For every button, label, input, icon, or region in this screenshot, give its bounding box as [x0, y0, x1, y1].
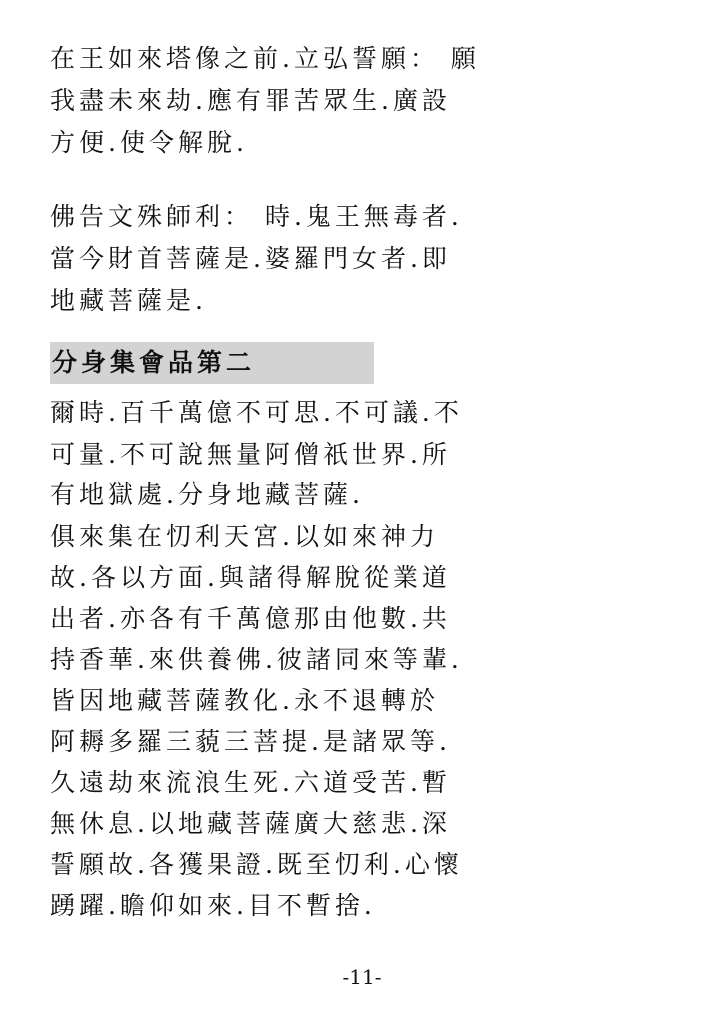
text-line: 方便.使令解脫.: [50, 128, 248, 157]
text-line: 有地獄處.分身地藏菩薩.: [50, 480, 364, 509]
text-line: 地藏菩薩是.: [50, 286, 207, 315]
text-line: 當今財首菩薩是.婆羅門女者.即: [50, 244, 451, 273]
text-line: 無休息.以地藏菩薩廣大慈悲.深: [50, 809, 451, 838]
text-line: 踴躍.瞻仰如來.目不暫捨.: [50, 891, 376, 920]
text-line: 可量.不可說無量阿僧祇世界.所: [50, 440, 451, 469]
page-number: -11-: [342, 965, 382, 989]
text-line: 爾時.百千萬億不可思.不可議.不: [50, 398, 463, 427]
text-line: 在王如來塔像之前.立弘誓願： 願: [50, 44, 480, 73]
text-line: 持香華.來供養佛.彼諸同來等輩.: [50, 645, 463, 674]
text-line: 俱來集在忉利天宮.以如來神力: [50, 522, 439, 551]
text-line: 阿耨多羅三藐三菩提.是諸眾等.: [50, 727, 451, 756]
text-line: 佛告文殊師利： 時.鬼王無毒者.: [50, 202, 463, 231]
text-line: 誓願故.各獲果證.既至忉利.心懷: [50, 850, 463, 879]
text-line: 故.各以方面.與諸得解脫從業道: [50, 563, 451, 592]
text-line: 出者.亦各有千萬億那由他數.共: [50, 604, 451, 633]
chapter-heading: 分身集會品第二: [50, 342, 374, 384]
text-line: 我盡未來劫.應有罪苦眾生.廣設: [50, 86, 451, 115]
text-line: 皆因地藏菩薩教化.永不退轉於: [50, 686, 439, 715]
text-line: 久遠劫來流浪生死.六道受苦.暫: [50, 768, 451, 797]
